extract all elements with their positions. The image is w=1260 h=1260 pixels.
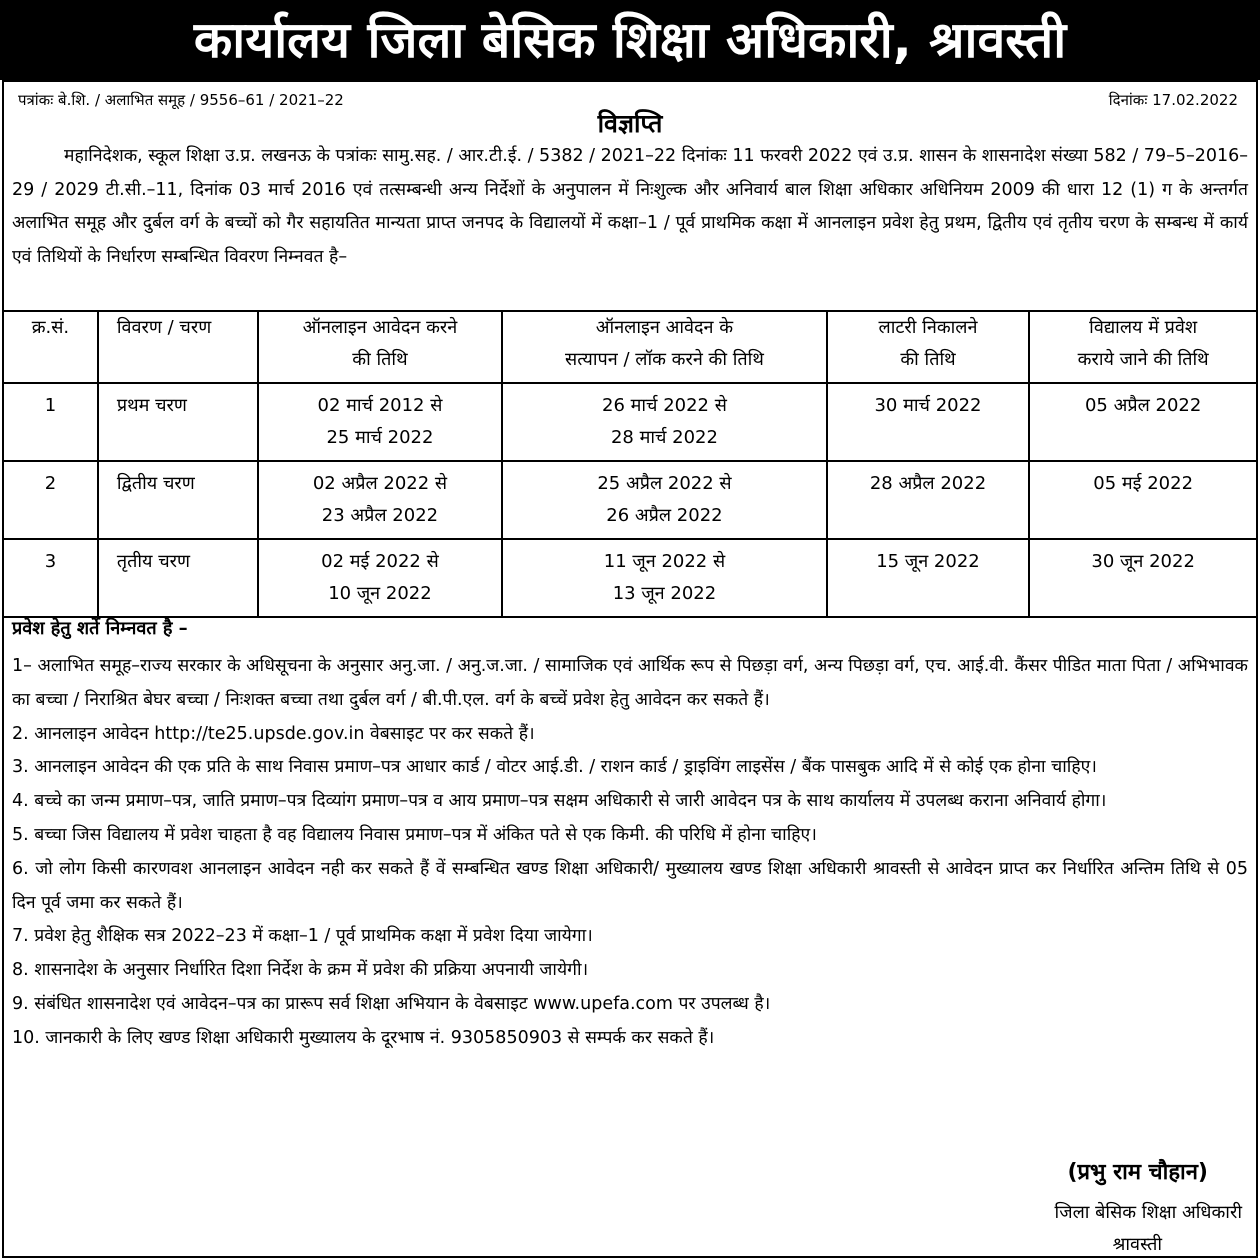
intro-paragraph: महानिदेशक, स्कूल शिक्षा उ.प्र. लखनऊ के पत्रांकः सामु.सह. / आर.टी.ई. / 5382 / 2021–22 दिनांकः 11 फरवरी 2022 एवं उ.प्र. शासन के शासनादेश संख्या 582 / 79–5–2016–29 / 2029 टी.सी.–11, दिनांक 03 मार्च 2016 एवं तत्सम्बन्धी अन्य निर्देशों के अनुपालन में निःशुल्क और अनिवार्य बाल शिक्षा अधिकार अधिनियम 2009 की धारा 12 (1) ग के अन्तर्गत अलाभित समूह और दुर्बल वर्ग के बच्चों को गैर सहायतित मान्यता प्राप्त जनपद के विद्यालयों में कक्षा–1 / पूर्व प्राथमिक कक्षा में आनलाइन प्रवेश हेतु प्रथम, द्वितीय एवं तृतीय चरण के सम्बन्ध में कार्य एवं तिथियों के निर्धारण सम्बन्धित विवरण निम्नवत है– [12, 146, 1248, 267]
condition-item: 8. शासनादेश के अनुसार निर्धारित दिशा निर्देश के क्रम में प्रवेश की प्रक्रिया अपनायी जायेगी। [12, 960, 589, 981]
signatory-designation: जिला बेसिक शिक्षा अधिकारी [1054, 1202, 1242, 1223]
conditions-title: प्रवेश हेतु शर्ते निम्नवत है – [12, 618, 188, 639]
condition-item: 3. आनलाइन आवेदन की एक प्रति के साथ निवास प्रमाण–पत्र आधार कार्ड / वोटर आई.डी. / राशन कार्ड / ड्राइविंग लाइसेंस / बैंक पासबुक आदि में से कोई एक होना चाहिए। [12, 757, 1097, 778]
header-verify-date: ऑनलाइन आवेदन के सत्यापन / लॉक करने की तिथि [502, 311, 826, 383]
table-row [3, 539, 1257, 617]
row-phase: प्रथम चरण [98, 383, 258, 461]
condition-item: 7. प्रवेश हेतु शैक्षिक सत्र 2022–23 में कक्षा–1 / पूर्व प्राथमिक कक्षा में प्रवेश दिया जायेगा। [12, 926, 593, 947]
header-phase: विवरण / चरण [98, 311, 258, 383]
row-admission-date: 05 मई 2022 [1029, 461, 1257, 539]
schedule-table [2, 310, 1258, 618]
condition-item: 9. संबंधित शासनादेश एवं आवेदन–पत्र का प्रारूप सर्व शिक्षा अभियान के वेबसाइट www.upefa.com पर उपलब्ध है। [12, 993, 771, 1014]
row-verify-date: 26 मार्च 2022 से 28 मार्च 2022 [502, 383, 826, 461]
table-header-row [3, 311, 1257, 383]
row-apply-date: 02 अप्रैल 2022 से 23 अप्रैल 2022 [258, 461, 503, 539]
reference-number: पत्रांकः बे.शि. / अलाभित समूह / 9556–61 / 2021–22 [18, 91, 344, 109]
condition-item: 2. आनलाइन आवेदन http://te25.upsde.gov.in वेबसाइट पर कर सकते हैं। [12, 723, 535, 744]
row-serial: 3 [3, 539, 98, 617]
row-verify-date: 11 जून 2022 से 13 जून 2022 [502, 539, 826, 617]
row-verify-date: 25 अप्रैल 2022 से 26 अप्रैल 2022 [502, 461, 826, 539]
header-apply-date: ऑनलाइन आवेदन करने की तिथि [258, 311, 503, 383]
condition-item: 5. बच्चा जिस विद्यालय में प्रवेश चाहता है वह विद्यालय निवास प्रमाण–पत्र में अंकित पते से एक किमी. की परिधि में होना चाहिए। [12, 824, 817, 845]
row-apply-date: 02 मार्च 2012 से 25 मार्च 2022 [258, 383, 503, 461]
table-row [3, 461, 1257, 539]
condition-item: 10. जानकारी के लिए खण्ड शिक्षा अधिकारी मुख्यालय के दूरभाष नं. 9305850903 से सम्पर्क कर सकते हैं। [12, 1027, 715, 1048]
row-lottery-date: 28 अप्रैल 2022 [827, 461, 1030, 539]
signatory-name: (प्रभु राम चौहान) [1067, 1160, 1208, 1185]
row-lottery-date: 30 मार्च 2022 [827, 383, 1030, 461]
row-phase: द्वितीय चरण [98, 461, 258, 539]
notice-heading: विज्ञप्ति [597, 109, 663, 138]
row-admission-date: 30 जून 2022 [1029, 539, 1257, 617]
conditions-list [12, 650, 1248, 1056]
header-serial: क्र.सं. [3, 311, 98, 383]
condition-item: 6. जो लोग किसी कारणवश आनलाइन आवेदन नही कर सकते हैं वें सम्बन्धित खण्ड शिक्षा अधिकारी/ मुख्यालय खण्ड शिक्षा अधिकारी श्रावस्ती से आवेदन प्राप्त कर निर्धारित अन्तिम तिथि से 05 दिन पूर्व जमा कर सकते हैं। [12, 858, 1248, 913]
signatory-place: श्रावस्ती [1112, 1234, 1162, 1255]
condition-item: 4. बच्चे का जन्म प्रमाण–पत्र, जाति प्रमाण–पत्र दिव्यांग प्रमाण–पत्र व आय प्रमाण–पत्र सक्षम अधिकारी से जारी आवेदन पत्र के साथ कार्यालय में उपलब्ध कराना अनिवार्य होगा। [12, 791, 1107, 812]
row-serial: 2 [3, 461, 98, 539]
notice-date: दिनांकः 17.02.2022 [1108, 91, 1238, 109]
row-apply-date: 02 मई 2022 से 10 जून 2022 [258, 539, 503, 617]
header-lottery-date: लाटरी निकालने की तिथि [827, 311, 1030, 383]
condition-item: 1– अलाभित समूह–राज्य सरकार के अधिसूचना के अनुसार अनु.जा. / अनु.ज.जा. / सामाजिक एवं आर्थिक रूप से पिछड़ा वर्ग, अन्य पिछड़ा वर्ग, एच. आई.वी. कैंसर पीडित माता पिता / अभिभावक का बच्चा / निराश्रित बेघर बच्चा / निःशक्त बच्चा तथा दुर्बल वर्ग / बी.पी.एल. वर्ग के बच्चें प्रवेश हेतु आवेदन कर सकते हैं। [12, 656, 1248, 710]
row-lottery-date: 15 जून 2022 [827, 539, 1030, 617]
row-serial: 1 [3, 383, 98, 461]
row-phase: तृतीय चरण [98, 539, 258, 617]
table-row [3, 383, 1257, 461]
row-admission-date: 05 अप्रैल 2022 [1029, 383, 1257, 461]
notice-frame [2, 80, 1258, 1258]
header-admission-date: विद्यालय में प्रवेश कराये जाने की तिथि [1029, 311, 1257, 383]
office-title-banner: कार्यालय जिला बेसिक शिक्षा अधिकारी, श्रावस्ती [0, 0, 1260, 80]
